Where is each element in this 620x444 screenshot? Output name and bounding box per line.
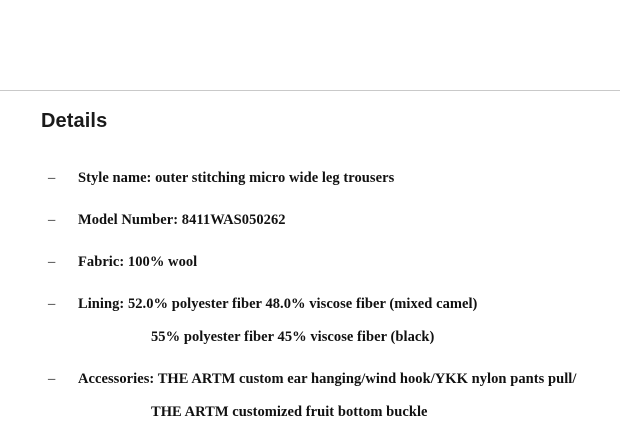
list-item-text: Accessories: THE ARTM custom ear hanging/wind hook/YKK nylon pants pull/ — [78, 371, 577, 387]
list-bullet-icon: – — [48, 296, 56, 312]
list-item — [41, 210, 586, 230]
list-bullet-icon: – — [48, 254, 56, 270]
list-item — [41, 252, 586, 272]
list-item-text: Model Number: 8411WAS050262 — [78, 212, 286, 228]
page-title: Details — [41, 110, 108, 132]
list-item — [41, 294, 586, 347]
list-item-text: Fabric: 100% wool — [78, 254, 198, 270]
details-list — [41, 168, 586, 444]
list-item-text: Lining: 52.0% polyester fiber 48.0% viscose fiber (mixed camel) — [78, 296, 478, 312]
list-item-subtext: 55% polyester fiber 45% viscose fiber (black) — [151, 329, 435, 345]
list-item — [41, 369, 586, 422]
list-item — [41, 168, 586, 188]
list-bullet-icon: – — [48, 170, 56, 186]
list-bullet-icon: – — [48, 212, 56, 228]
header-divider — [0, 90, 620, 91]
list-bullet-icon: – — [48, 371, 56, 387]
list-item-text: Style name: outer stitching micro wide leg trousers — [78, 170, 395, 186]
list-item-subtext: THE ARTM customized fruit bottom buckle — [151, 404, 428, 420]
